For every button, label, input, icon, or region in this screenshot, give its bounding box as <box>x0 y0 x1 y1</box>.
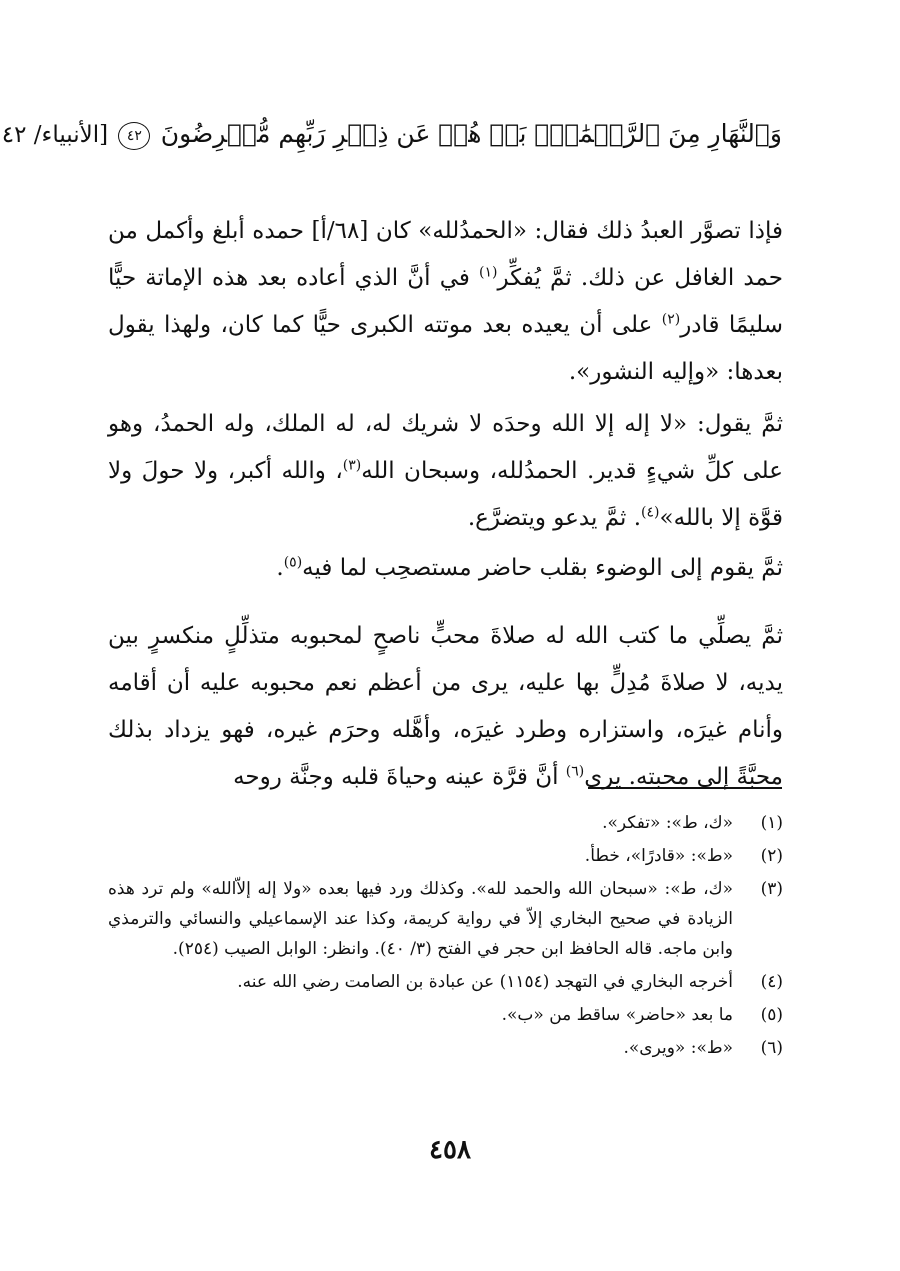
ayah-number-marker: ٤٢ <box>118 122 150 150</box>
footnote <box>108 808 783 838</box>
footnote-text: «ط»: «ويرى». <box>623 1038 733 1058</box>
footnote <box>108 841 783 871</box>
paragraph-1 <box>108 208 783 396</box>
paragraph-3 <box>108 545 783 592</box>
paragraph-text: . ثمَّ يدعو ويتضرَّع. <box>467 505 642 531</box>
verse-text: وَٱلنَّهَارِ مِنَ ٱلرَّحۡمَٰنِۗ بَلۡ هُمۡ عَن ذِكۡرِ رَبِّهِم مُّعۡرِضُونَ <box>160 119 782 148</box>
footnote-number: (٢) <box>760 846 783 866</box>
paragraph-text: ، والله أكبر، ولا حولَ ولا قوَّة إلا بالله» <box>108 458 783 531</box>
footnote <box>108 874 783 964</box>
footnote-ref[interactable]: (٦) <box>565 763 585 780</box>
paragraph-text: في أنَّ الذي أعاده بعد هذه الإماتة حيًّا سليمًا قادر <box>108 265 784 338</box>
footnote-text: «ك، ط»: «سبحان الله والحمد لله». وكذلك ورد فيها بعده «ولا إله إلاّالله» ولم ترد هذه الزيادة في صحيح البخاري إلاّ في رواية كريمة، وكذا عند الإسماعيلي والنسائي والترمذي وابن ماجه. قاله الحافظ ابن حجر في الفتح (٣/ ٤٠). وانظر: الوابل الصيب (٢٥٤). <box>108 879 733 959</box>
quran-verse <box>1 112 782 157</box>
footnote <box>108 1033 783 1063</box>
paragraph-2 <box>108 401 783 542</box>
footnote-ref[interactable]: (٢) <box>661 311 681 328</box>
paragraph-4 <box>108 613 783 801</box>
footnote-text: «ط»: «قادرًا»، خطأ. <box>584 846 733 866</box>
footnote-text: ما بعد «حاضر» ساقط من «ب». <box>501 1005 733 1025</box>
paragraph-text: فإذا تصوَّر العبدُ ذلك فقال: «الحمدُلله» كان [٦٨/أ] حمده أبلغ وأكمل من حمد الغافل عن ذلك. ثمَّ يُفكِّر <box>108 218 783 291</box>
footnote-text: «ك، ط»: «تفكر». <box>602 813 733 833</box>
footnote-number: (٣) <box>760 879 783 899</box>
footnote-number: (١) <box>760 813 783 833</box>
footnote <box>108 967 783 997</box>
paragraph-text: على أن يعيده بعد موتته الكبرى حيًّا كما كان، ولهذا يقول بعدها: «وإليه النشور». <box>108 312 783 385</box>
page-number: ٤٥٨ <box>429 1135 471 1165</box>
footnote-ref[interactable]: (١) <box>479 264 498 281</box>
footnote-number: (٤) <box>760 972 783 992</box>
verse-reference: [الأنبياء/ ٤٢ <box>1 122 109 148</box>
footnote <box>108 1000 783 1030</box>
footnote-text: أخرجه البخاري في التهجد (١١٥٤) عن عبادة بن الصامت رضي الله عنه. <box>237 972 733 992</box>
footnote-ref[interactable]: (٤) <box>641 504 660 521</box>
paragraph-text: . <box>276 555 284 581</box>
footnotes-list <box>108 808 783 1066</box>
paragraph-text: ثمَّ يقوم إلى الوضوء بقلب حاضر مستصحِب لما فيه <box>302 555 783 581</box>
footnote-number: (٦) <box>760 1038 783 1058</box>
footnote-number: (٥) <box>760 1005 783 1025</box>
paragraph-text: ثمَّ يقول: «لا إله إلا الله وحدَه لا شريك له، له الملك، وله الحمدُ، وهو على كلِّ شيءٍ قدير. الحمدُلله، وسبحان الله <box>108 411 783 484</box>
footnote-ref[interactable]: (٥) <box>283 554 303 571</box>
footnote-separator <box>588 787 782 789</box>
footnote-ref[interactable]: (٣) <box>342 457 362 474</box>
paragraph-text: أنَّ قرَّة عينه وحياةَ قلبه وجنَّة روحه <box>233 764 559 790</box>
paragraph-text: ثمَّ يصلِّي ما كتب الله له صلاةَ محبٍّ ناصحٍ لمحبوبه متذلِّلٍ منكسرٍ بين يديه، لا صلاةَ مُدِلٍّ بها عليه، يرى من أعظم نعم محبوبه عليه أن أقامه وأنام غيرَه، واستزاره وطرد غيرَه، وأهَّله وحرَم غيره، فهو يزداد بذلك محبَّةً إلى محبته. يرى <box>108 623 783 790</box>
